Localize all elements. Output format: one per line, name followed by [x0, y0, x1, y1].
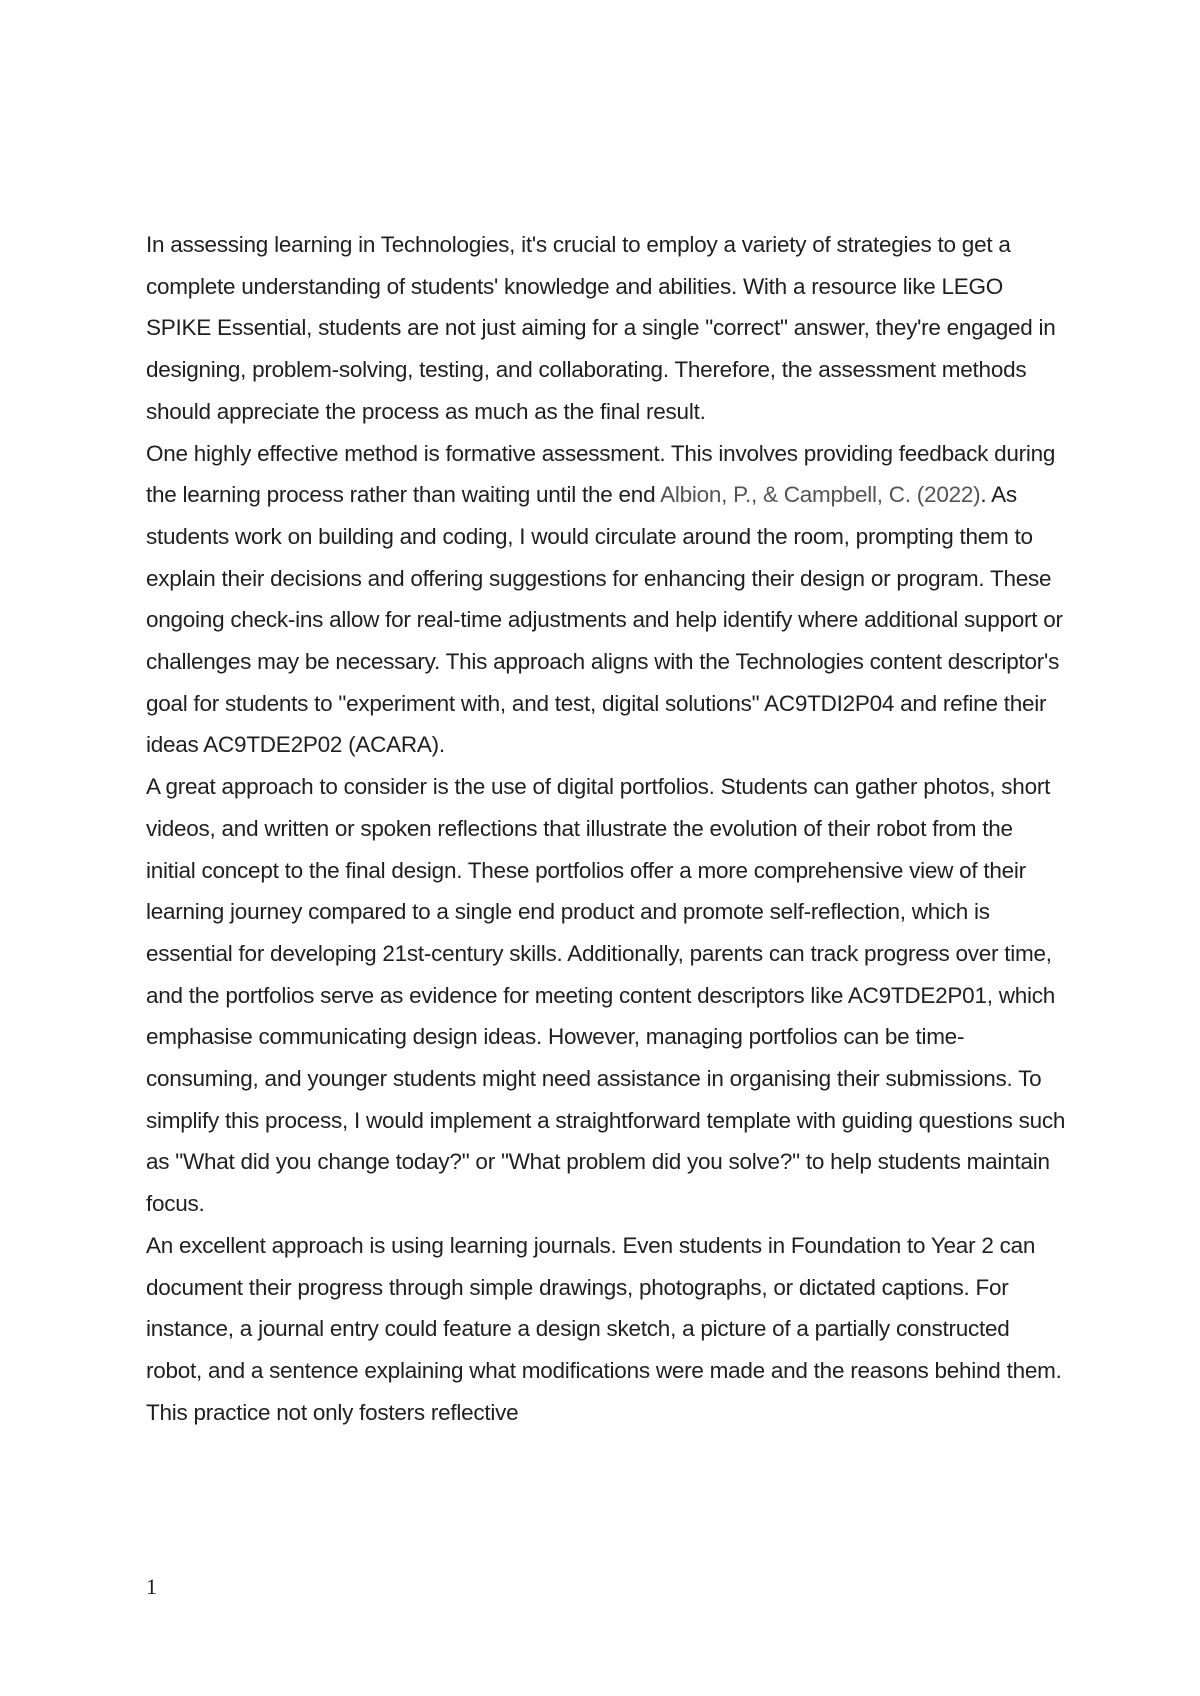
- paragraph-digital-portfolios: A great approach to consider is the use of digital portfolios. Students can gather photos, short videos, and written or spoken reflections that illustrate the evolution of their robot from the initial concept to the final design. These portfolios offer a more comprehensive view of their learning journey compared to a single end product and promote self-reflection, which is essential for developing 21st-century skills. Additionally, parents can track progress over time, and the portfolios serve as evidence for meeting content descriptors like AC9TDE2P01, which emphasise communicating design ideas. However, managing portfolios can be time-consuming, and younger students might need assistance in organising their submissions. To simplify this process, I would implement a straightforward template with guiding questions such as "What did you change today?" or "What problem did you solve?" to help students maintain focus.: [146, 774, 1066, 1217]
- citation: Albion, P., & Campbell, C. (2022): [660, 482, 981, 508]
- paragraph-formative-assessment: [146, 433, 1066, 767]
- paragraph-learning-journals: An excellent approach is using learning journals. Even students in Foundation to Year 2 can document their progress through simple drawings, photographs, or dictated captions. For instance, a journal entry could feature a design sketch, a picture of a partially constructed robot, and a sentence explaining what modifications were made and the reasons behind them. This practice not only fosters reflective: [146, 1232, 1062, 1425]
- document-body: [146, 224, 1066, 1433]
- paragraph-text: One highly effective method is formative assessment. This involves providing feedback during the learning process rather than waiting until the end: [146, 440, 1056, 508]
- paragraph-text: . As students work on building and coding, I would circulate around the room, prompting them to explain their decisions and offering suggestions for enhancing their design or program. These ongoing check-ins allow for real-time adjustments and help identify where additional support or challenges may be necessary. This approach aligns with the Technologies content descriptor's goal for students to "experiment with, and test, digital solutions" AC9TDI2P04 and refine their ideas AC9TDE2P02 (ACARA).: [146, 482, 1063, 758]
- paragraph-assessment-intro: In assessing learning in Technologies, it's crucial to employ a variety of strategies to get a complete understanding of students' knowledge and abilities. With a resource like LEGO SPIKE Essential, students are not just aiming for a single "correct" answer, they're engaged in designing, problem-solving, testing, and collaborating. Therefore, the assessment methods should appreciate the process as much as the final result.: [146, 232, 1056, 424]
- page-number: 1: [146, 1574, 157, 1599]
